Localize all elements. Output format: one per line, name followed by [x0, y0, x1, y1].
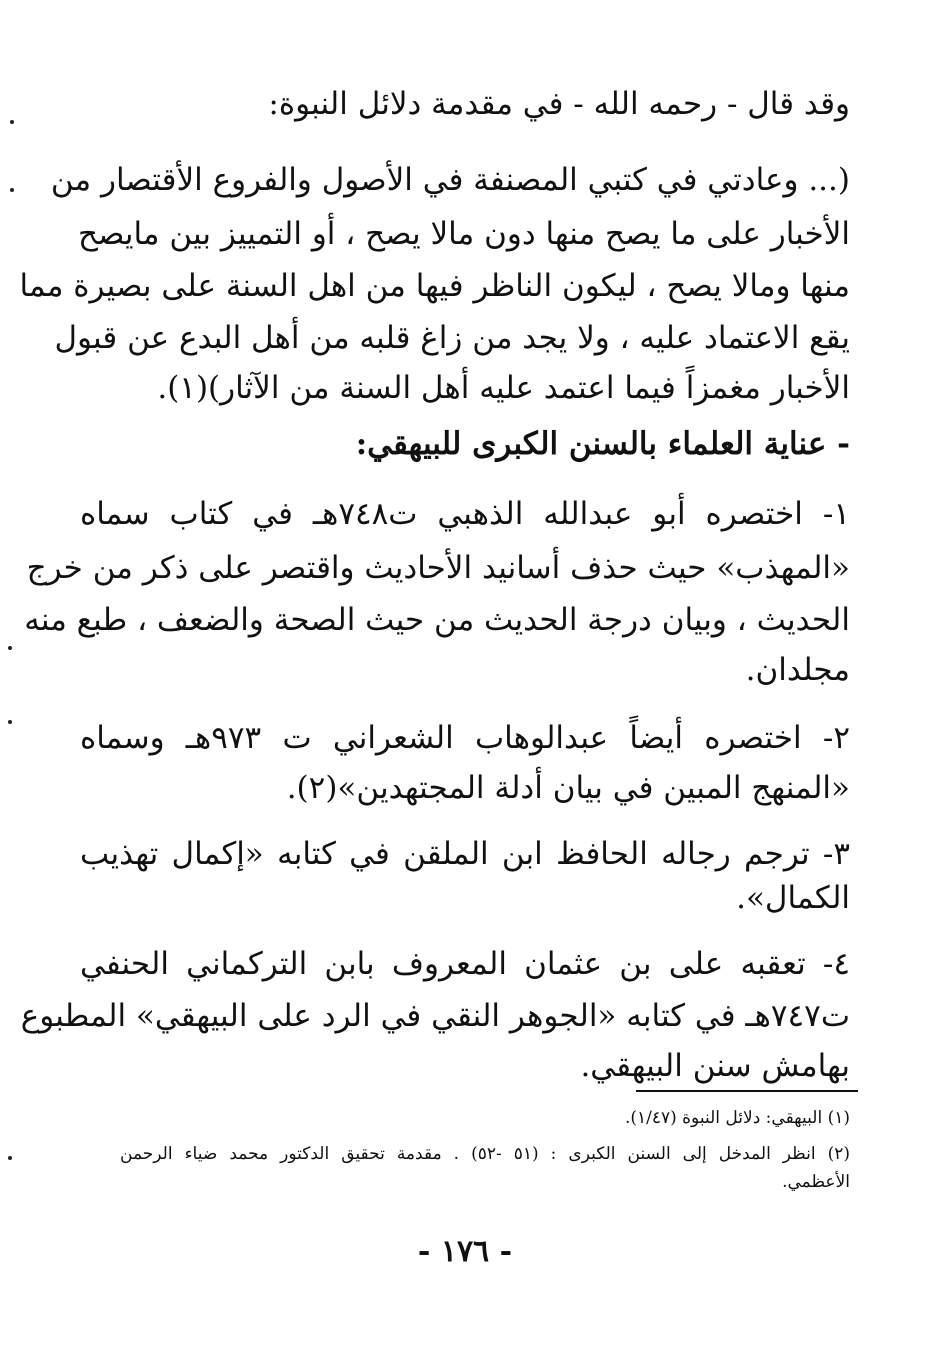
item-2-line: «المنهج المبين في بيان أدلة المجتهدين»(٢). — [286, 770, 850, 806]
page-number: - ١٧٦ - — [417, 1234, 513, 1269]
intro-line: وقد قال - رحمه الله - في مقدمة دلائل النبوة: — [268, 86, 850, 122]
item-4-line: ت٧٤٧هـ في كتابه «الجوهر النقي في الرد على البيهقي» المطبوع — [20, 998, 850, 1034]
item-4-line: بهامش سنن البيهقي. — [580, 1048, 850, 1084]
item-1-line: الحديث ، وبيان درجة الحديث من حيث الصحة والضعف ، طبع منه — [24, 602, 850, 638]
item-1-line: «المهذب» حيث حذف أسانيد الأحاديث واقتصر على ذكر من خرج — [26, 550, 850, 586]
quote-line: منها ومالا يصح ، ليكون الناظر فيها من اهل السنة على بصيرة مما — [19, 268, 850, 304]
scan-speck — [8, 720, 12, 724]
footnote-divider — [636, 1090, 858, 1092]
item-2-line: ٢- اختصره أيضاً عبدالوهاب الشعراني ت ٩٧٣هـ وسماه — [80, 720, 850, 756]
item-3-line: ٣- ترجم رجاله الحافظ ابن الملقن في كتابه «إكمال تهذيب — [80, 836, 850, 872]
footnote-1: (١) البيهقي: دلائل النبوة (١/٤٧). — [624, 1108, 850, 1128]
quote-line: (... وعادتي في كتبي المصنفة في الأصول والفروع الأقتصار من — [50, 162, 850, 198]
item-4-line: ٤- تعقبه على بن عثمان المعروف بابن التركماني الحنفي — [80, 946, 850, 982]
scan-speck — [10, 120, 14, 124]
item-1-line: مجلدان. — [745, 652, 850, 688]
scan-speck — [10, 188, 14, 192]
footnote-2: (٢) انظر المدخل إلى السنن الكبرى : (٥١ -٥٢) . مقدمة تحقيق الدكتور محمد ضياء الرحمن — [120, 1144, 850, 1164]
scan-speck — [8, 646, 12, 650]
scan-speck — [8, 1156, 12, 1160]
item-3-line: الكمال». — [736, 880, 850, 916]
quote-line: الأخبار على ما يصح منها دون مالا يصح ، أو التمييز بين مايصح — [77, 216, 850, 252]
section-heading: - عناية العلماء بالسنن الكبرى للبيهقي: — [355, 426, 850, 462]
quote-line: يقع الاعتماد عليه ، ولا يجد من زاغ قلبه من أهل البدع عن قبول — [54, 320, 850, 356]
footnote-2-continued: الأعظمي. — [782, 1172, 850, 1192]
quote-line: الأخبار مغمزاً فيما اعتمد عليه أهل السنة من الآثار)(١). — [157, 370, 850, 406]
item-1-line: ١- اختصره أبو عبدالله الذهبي ت٧٤٨هـ في كتاب سماه — [80, 496, 850, 532]
